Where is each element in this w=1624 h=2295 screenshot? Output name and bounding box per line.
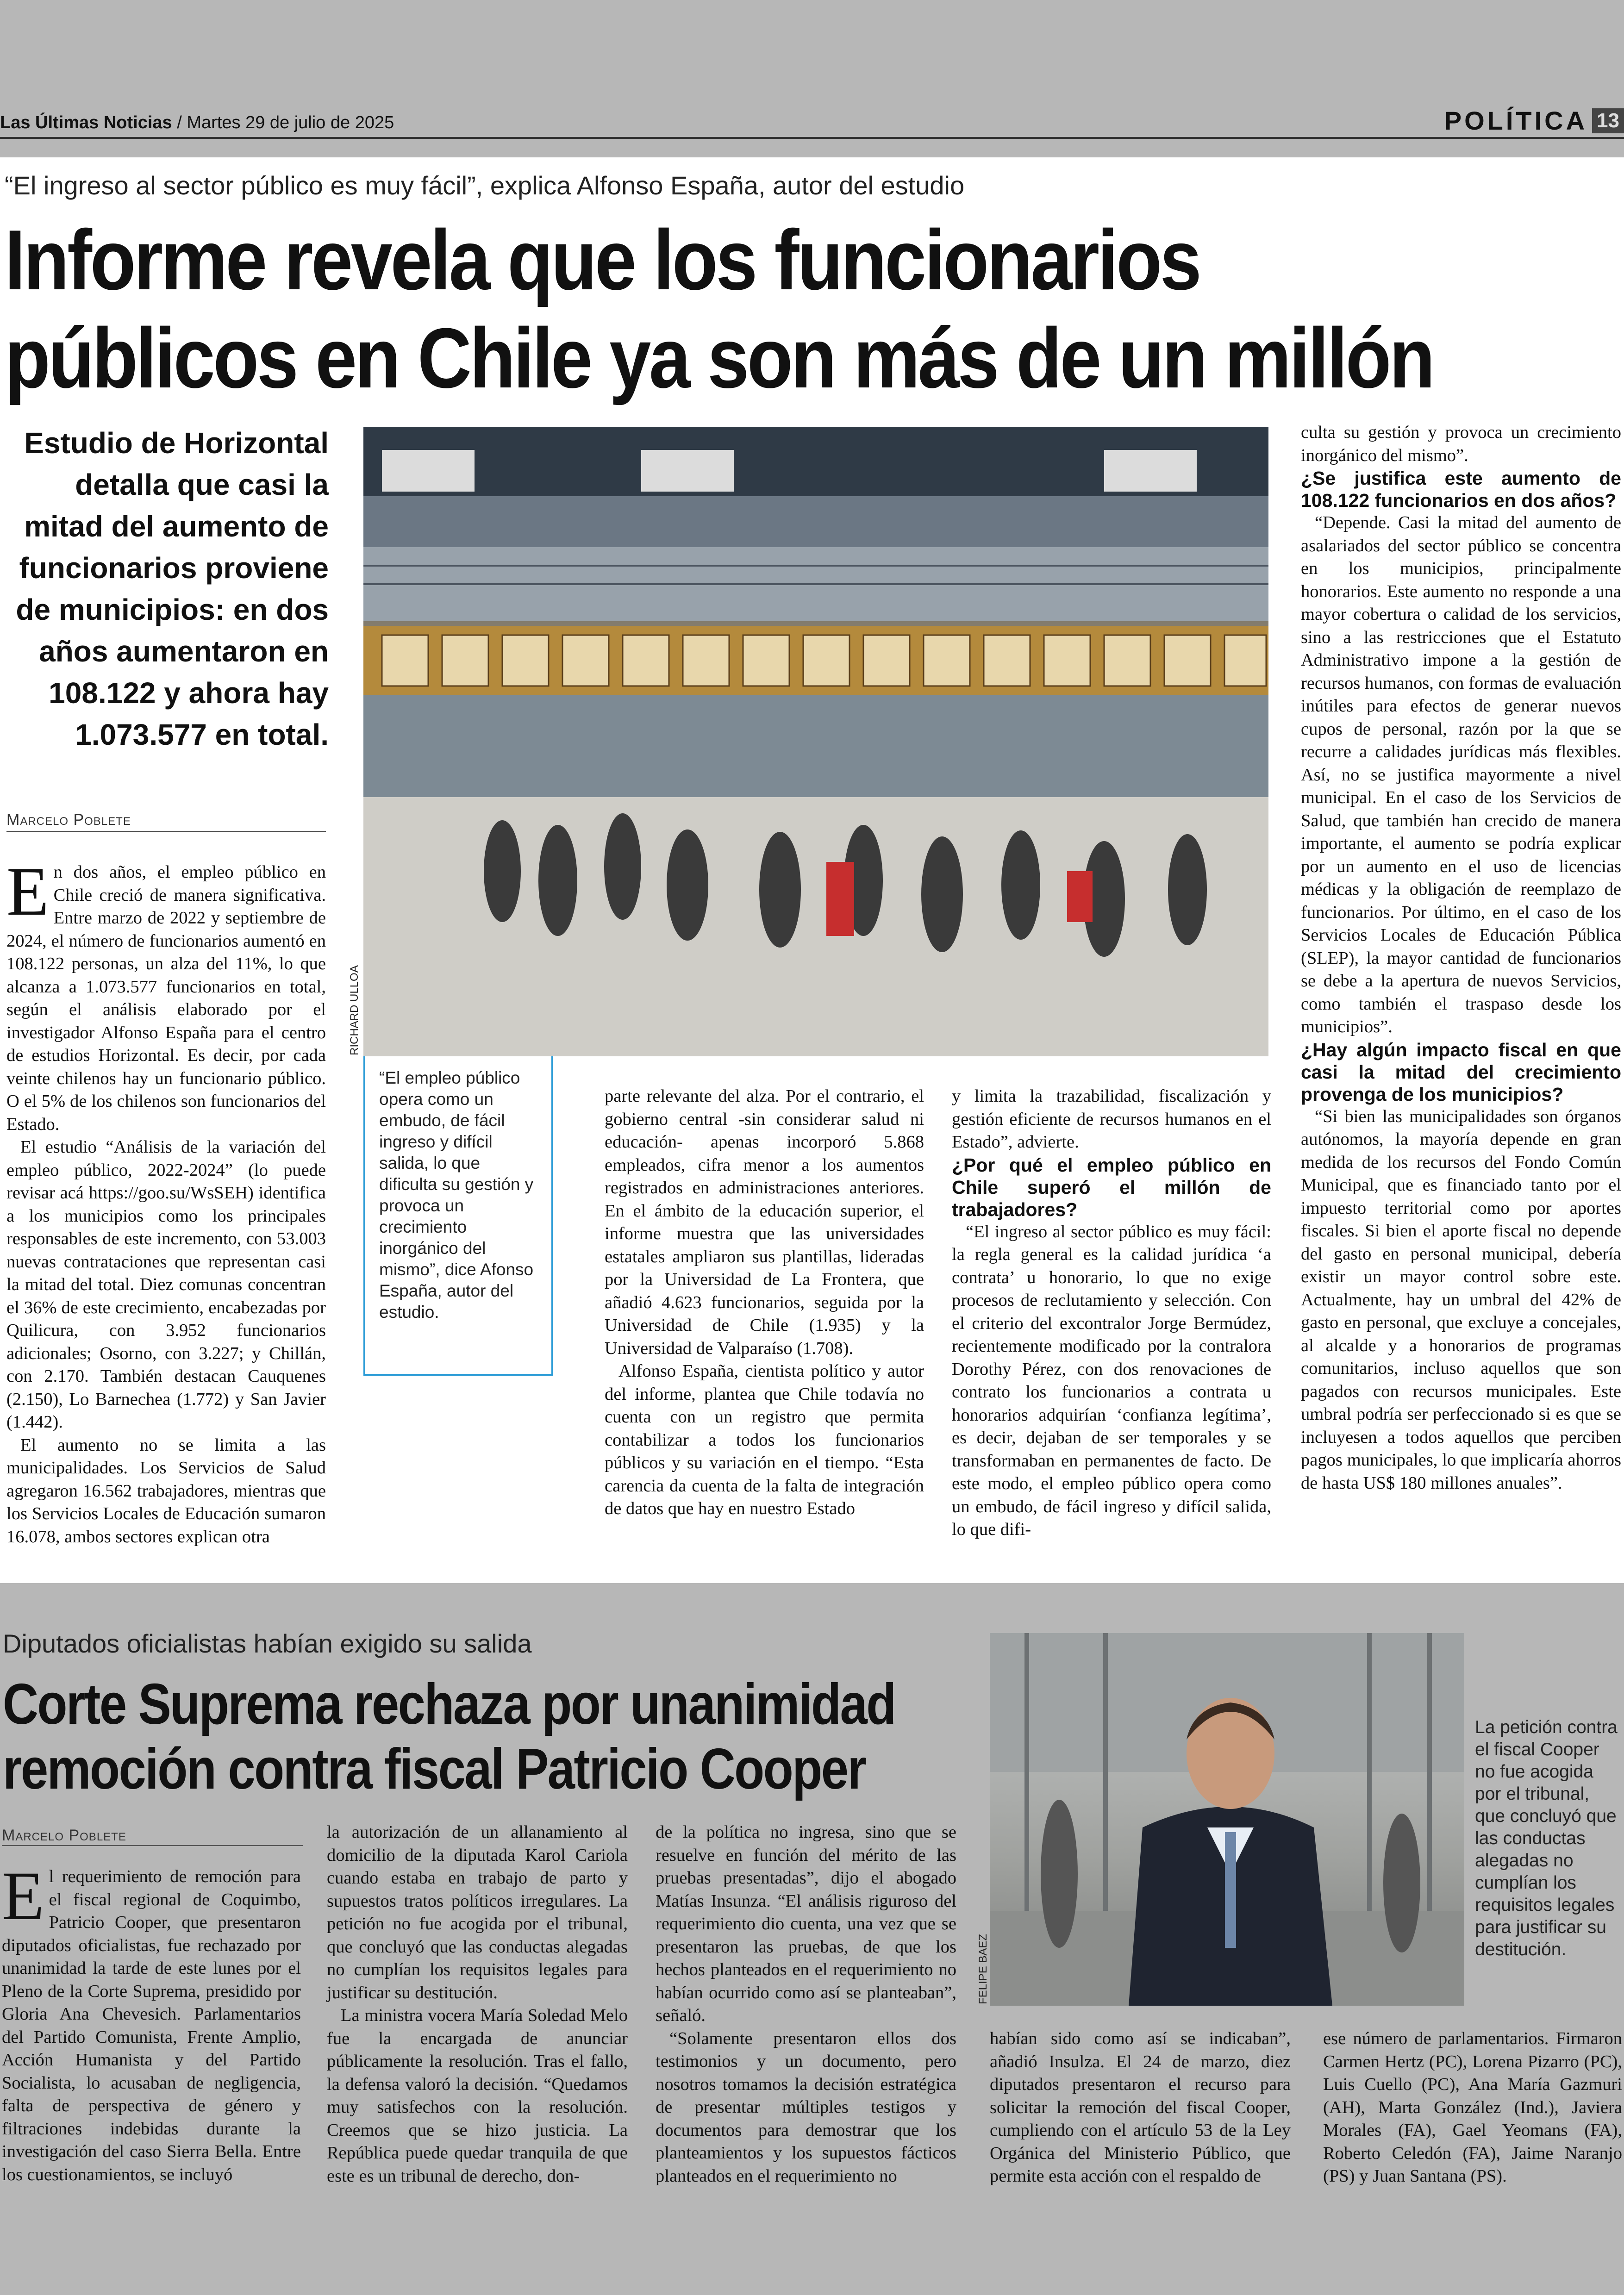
masthead-separator: / [177,113,182,132]
article2-kicker: Diputados oficialistas habían exigido su salida [3,1629,532,1658]
article1-pull-quote: “El empleo público opera como un embudo, de fácil ingreso y difícil salida, lo que dificulta su gestión y provoca un crecimiento inorgánico del mismo”, dice Afonso España, autor del estudio. [363,1056,553,1376]
dropcap: E [6,853,49,930]
article2-byline: Marcelo Poblete [2,1827,126,1844]
article1-col4-question2: ¿Hay algún impacto fiscal en que casi la mitad del crecimiento provenga de los municipios? [1301,1039,1621,1105]
article1-col1-para1: En dos años, el empleo público en Chile creció de manera significativa. Entre marzo de 2022 y septiembre de 2024, el número de funcionarios aumentó en 108.122 personas, un alza del 11%, lo que alcanza a 1.073.577 funcionarios en total, según el análisis elaborado por el investigador Alfonso España para el centro de estudios Horizontal. Es decir, por cada veinte chilenos hay un funcionario público. O el 5% de los chilenos son funcionarios del Estado. [6,853,326,1134]
article2-column-1 [2,1858,301,2186]
article1-col2-para2: Alfonso España, cientista político y autor del informe, plantea que Chile todavía no cuenta con un registro que permita contabilizar a todos los funcionarios públicos y su variación en el tiempo. “Esta carencia da cuenta de la falta de integración de datos que hay en nuestro Estado [605,1361,924,1518]
article2-column-3 [656,1821,956,2188]
article1-col3-question1: ¿Por qué el empleo público en Chile superó el millón de trabajadores? [952,1154,1271,1220]
article2-column-5 [1323,2027,1622,2188]
article1-col1-para3: El aumento no se limita a las municipalidades. Los Servicios de Salud agregaron 16.562 trabajadores, mientras que los Servicios Locales de Educación sumaron 16.078, ambos sectores explican otra [6,1435,326,1547]
article1-photo [363,427,1268,1056]
newspaper-name: Las Últimas Noticias [0,113,172,132]
article1-headline-line1: Informe revela que los funcionarios [5,212,1200,307]
article1-col4-para2: “Si bien las municipalidades son órganos autónomos, la mayoría depende en gran medida de los recursos del Fondo Común Municipal, que es financiado tanto por el impuesto territorial como por aportes fiscales. Si bien el aporte fiscal no depende del gasto en personal municipal, debería existir un mayor control sobre este. Actualmente, hay un umbral del 42% de gasto en personal, que excluye a concejales, al alcalde y a honorarios de programas comunitarios, incluso aquellos que son pagados con recursos municipales. Este umbral podría ser perfeccionado si es que se incluyesen a todos aquellos que perciben pagos municipales, lo que implicaría ahorros de hasta US$ 180 millones anuales”. [1301,1106,1621,1493]
masthead-left [0,113,394,133]
article1-col3-para2: “El ingreso al sector público es muy fácil: la regla general es la calidad jurídica ‘a contrata’ u honorario, lo que no exige procesos de reclutamiento y selección. Con el criterio del excontralor Jorge Bermúdez, recientemente modificado por la contralora Dorothy Pérez, con dos renovaciones de contrato los funcionarios a contrata u honorarios adquirían ‘confianza legítima’, es decir, dejaban de ser temporales y se transformaban en permanentes de facto. De este modo, el empleo público opera como un embudo, de fácil ingreso y difícil salida, lo que difi- [952,1222,1271,1539]
article1-column-3 [952,1085,1271,1541]
section-header [1444,106,1624,136]
office-crowd-illustration [363,427,1268,1056]
article2-photo-credit: FELIPE BAEZ [977,1933,989,2004]
article2-headline-line1: Corte Suprema rechaza por unanimidad [3,1672,895,1736]
article1-column-4 [1301,421,1621,1495]
article2-col1-para1: El requerimiento de remoción para el fiscal regional de Coquimbo, Patricio Cooper, que presentaron diputados oficialistas, fue rechazado por unanimidad la tarde de este lunes por el Pleno de la Corte Suprema, presidido por Gloria Ana Chevesich. Parlamentarios del Partido Comunista, Frente Amplio, Acción Humanista y del Partido Socialista, lo acusaban de negligencia, falta de perspectiva de género y filtraciones indebidas durante la investigación del caso Sierra Bella. Entre los cuestionamientos, se incluyó [2,1858,301,2184]
section-name: POLÍTICA [1444,106,1588,135]
article2-column-4 [990,2027,1291,2188]
prosecutor-portrait-illustration [990,1633,1464,2006]
page-number: 13 [1592,108,1624,133]
article2-headline-line2: remoción contra fiscal Patricio Cooper [3,1737,866,1801]
article2-byline-rule [2,1845,303,1846]
article1-col3-para1: y limita la trazabilidad, fiscalización y gestión eficiente de recursos humanos en el Estado”, advierte. [952,1086,1271,1152]
article1-col4-question1: ¿Se justifica este aumento de 108.122 funcionarios en dos años? [1301,468,1621,511]
article2-col2-para2: La ministra vocera María Soledad Melo fue la encargada de anunciar públicamente la resolución. Tras el fallo, la defensa valoró la decisión. “Quedamos muy satisfechos con la resolución. Creemos que se hizo justicia. La República puede quedar tranquila de que este es un tribunal de derecho, don- [327,2006,628,2186]
top-rule [0,137,1624,139]
article1-photo-credit: RICHARD ULLOA [348,965,361,1055]
article2-col3-para2: “Solamente presentaron ellos dos testimonios y un documento, pero nosotros tomamos la decisión estratégica de presentar múltiples testigos y documentos para demostrar que los planteamientos y los supuestos fácticos planteados en el requerimiento no [656,2028,956,2186]
article2-photo [990,1633,1464,2006]
article1-col1-para2: El estudio “Análisis de la variación del empleo público, 2022-2024” (lo puede revisar acá https://goo.su/WsSEH) identifica a los municipios como los principales responsables de este incremento, con 53.003 nuevas contrataciones que representan casi la mitad del total. Diez comunas concentran el 36% de este crecimiento, encabezadas por Quilicura, con 3.952 funcionarios adicionales; Osorno, con 3.227; y Chillán, con 2.170. También destacan Cauquenes (2.150), Lo Barnechea (1.772) y San Javier (1.442). [6,1137,326,1432]
issue-date: Martes 29 de julio de 2025 [187,113,394,132]
article2-column-2 [327,1821,628,2188]
article1-headline-line2: públicos en Chile ya son más de un millón [5,310,1433,405]
article2-headline [3,1672,998,1802]
article1-byline: Marcelo Poblete [6,811,131,829]
article2-photo-caption: La petición contra el fiscal Cooper no fue acogida por el tribunal, que concluyó que las conductas alegadas no cumplían los requisitos legales para justificar su destitución. [1475,1717,1618,1959]
article1-column-2 [605,1085,924,1521]
article1-deck: Estudio de Horizontal detalla que casi la mitad del aumento de funcionarios proviene de municipios: en dos años aumentaron en 108.122 y ahora hay 1.073.577 en total. [16,426,329,751]
article1-headline [5,211,1593,407]
article1-byline-rule [6,831,326,832]
article2-col4-para1: habían sido como así se indicaban”, añadió Insulza. El 24 de marzo, diez diputados presentaron el recurso para solicitar la remoción del fiscal Cooper, cumpliendo con el artículo 53 de la Ley Orgánica del Ministerio Público, que permite esta acción con el respaldo de [990,2029,1291,2186]
article1-kicker: “El ingreso al sector público es muy fácil”, explica Alfonso España, autor del estudio [5,171,965,200]
article1-col4-para0: culta su gestión y provoca un crecimiento inorgánico del mismo”. [1301,423,1621,465]
article1-col4-para1: “Depende. Casi la mitad del aumento de asalariados del sector público se concentra en los municipios, principalmente honorarios. Este aumento no responde a una mayor cobertura o calidad de los servicios, sino a las restricciones que el Estatuto Administrativo impone a la gestión de recursos humanos, con formas de evaluación inútiles para efectos de generar nuevos cupos de personal, razón por la que se recurre a calidades jurídicas más flexibles. Así, no se justifica mayormente a nivel municipal. En el caso de los Servicios de Salud, que también han crecido de manera importante, el aumento se podría explicar por un aumento en el uso de licencias médicas y la obligación de reemplazo de funcionarios. Por último, en el caso de los Servicios Locales de Educación Pública (SLEP), la mayor cantidad de funcionarios se debe a la apertura de nuevos Servicios, como también el traspaso desde los municipios”. [1301,513,1621,1036]
article1-col2-para1: parte relevante del alza. Por el contrario, el gobierno central -sin considerar salud ni educación- apenas incorporó 5.868 empleados, cifra menor a los aumentos registrados en administraciones anteriores. En el ámbito de la educación superior, el informe muestra que las universidades estatales ampliaron sus plantillas, lideradas por la Universidad de La Frontera, que añadió 4.623 funcionarios, seguida por la Universidad de Chile (1.935) y la Universidad de Valparaíso (1.708). [605,1086,924,1358]
article2-col5-para1: ese número de parlamentarios. Firmaron Carmen Hertz (PC), Lorena Pizarro (PC), Luis Cuello (PC), Ana María Gazmuri (AH), Marta González (Ind.), Javiera Morales (FA), Gael Yeomans (FA), Roberto Celedón (FA), Jaime Naranjo (PS) y Juan Santana (PS). [1323,2029,1622,2186]
article2-col2-para1: la autorización de un allanamiento al domicilio de la diputada Karol Cariola cuando estaba en trabajo de parto y supuestos tratos políticos irregulares. La petición no fue acogida por el tribunal, que concluyó que las conductas alegadas no cumplían los requisitos legales para justificar su destitución. [327,1822,628,2002]
dropcap: E [2,1858,44,1934]
article1-column-1 [6,853,326,1548]
article2-col3-para1: de la política no ingresa, sino que se resuelve en función del mérito de las pruebas presentadas”, dijo el abogado Matías Insunza. “El análisis riguroso del requerimiento dio cuenta, una vez que se presentaron las pruebas, de que los hechos planteados en el requerimiento no habían ocurrido como así se planteaban”, señaló. [656,1822,956,2025]
